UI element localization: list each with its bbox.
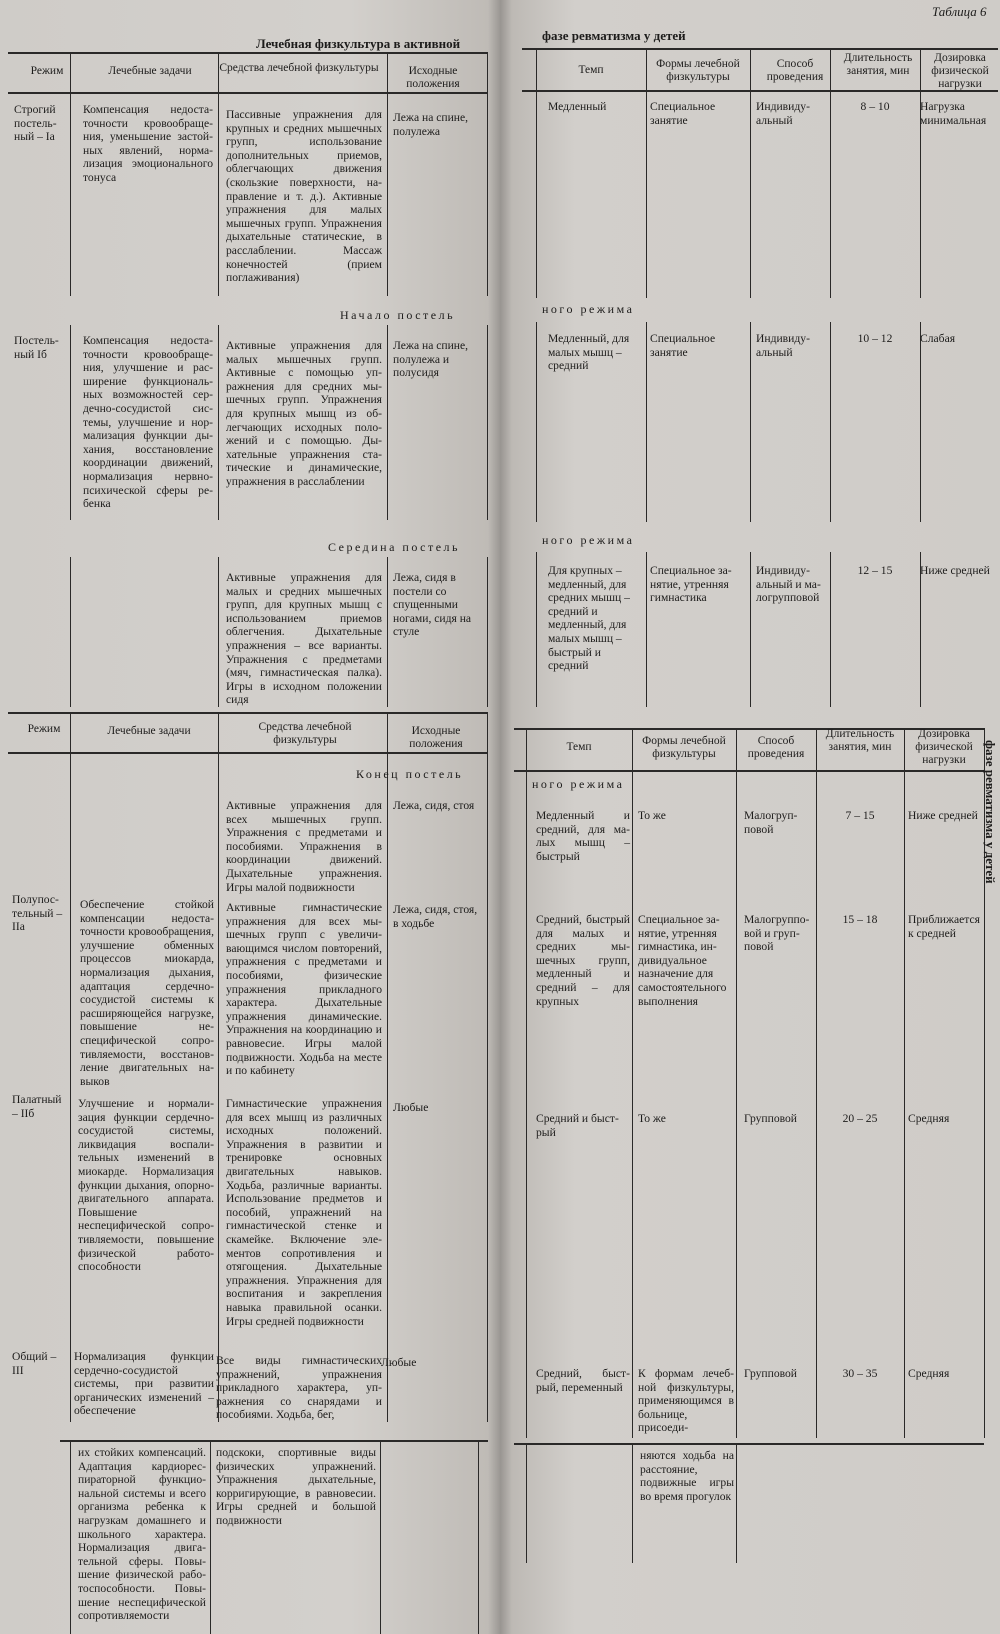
col-divider	[70, 325, 71, 520]
forms-bed-start: Специальное занятие	[650, 332, 716, 359]
header-bottom-line	[8, 92, 488, 94]
continuation-top-line	[514, 1443, 984, 1445]
duration-bed-middle: 12 – 15	[857, 564, 893, 577]
method-ward: Групповой	[744, 1112, 798, 1125]
means-strict: Пассивные упражнения для крупных и средних мышечных групп, использование дополнительных приемов, облегчающих движения (скользкие поверхности, направление и т. д.). Активные упражнения для малых мышечных групп. Упражнения дыхательные статические, в расслаблении. Массаж конечностей (прием поглаживания)	[226, 108, 382, 285]
duration-strict: 8 – 10	[860, 100, 890, 113]
section-start-left: Начало постель	[340, 308, 456, 322]
col-divider	[218, 325, 219, 520]
forms-general-cont: няются ходьба на расстояние, подвижные игры во время прогулок	[640, 1449, 734, 1503]
positions-general: Любые	[381, 1356, 417, 1369]
col-divider	[387, 557, 388, 707]
method-semi-bed: Малогрупповой и групповой	[744, 913, 810, 954]
tempo-semi-bed: Средний, быстрый для малых и средних мышечных групп, медленный и средний – для крупных	[536, 913, 630, 1008]
col-divider	[816, 728, 817, 1438]
tasks-strict: Компенсация недостаточности кровообращения, уменьшение застойных явлений, нормализация эмоционального тонуса	[83, 103, 213, 184]
forms-ward: То же	[638, 1112, 666, 1125]
col-divider	[646, 322, 647, 522]
means-semi-bed: Активные гимнастические упражнения для всех мышечных групп с увеличивающимся числом повторений, упражнения с предметами и пособиями, физические упражнения прикладного характера. Дыхательные упражнения динамические. Упражнения на координацию и равновесие. Игры малой подвижности. Ходьба на месте и по кабинету	[226, 901, 382, 1078]
tempo-ward: Средний и быстрый	[536, 1112, 619, 1139]
means-ward: Гимнастические упражнения для всех мышц из различных исходных положений. Упражнения в развитии и тренировке основных двигательных навыков. Ходьба, различные варианты. Использование предметов и пособий, упражнений на гимнастической стенке и скамейке. Включение элементов сопротивления и отягощения. Дыхательные упражнения. Упражнения для воспитания и закрепления навыка правильной осанки. Игры средней подвижности	[226, 1097, 382, 1328]
forms-semi-bed: Специальное занятие, утренняя гимнастика, индивидуальное назначение для самостоятельного выполнения	[638, 913, 727, 1008]
table-title-right: фазе ревматизма у детей	[542, 28, 686, 43]
duration-general: 30 – 35	[842, 1367, 878, 1380]
col-divider	[750, 552, 751, 707]
means-bed-end: Активные упражнения для всех мышечных групп. Упражнения с предметами и пособиями. Упражнения в координации движений. Дыхательные упражнения. Игры малой подвижности	[226, 799, 382, 894]
dosage-semi-bed: Приближается к средней	[908, 913, 980, 940]
col-divider	[218, 52, 219, 296]
header-top-line	[8, 52, 488, 54]
forms-strict: Специальное занятие	[650, 100, 716, 127]
col-divider	[536, 552, 537, 707]
col-divider	[526, 1443, 527, 1563]
duration-semi-bed: 15 – 18	[842, 913, 878, 926]
col-divider	[536, 48, 537, 298]
positions-bed-middle: Лежа, сидя в постели со спущенными ногами, сидя на стуле	[393, 571, 472, 639]
col-divider	[536, 322, 537, 522]
col-divider	[646, 48, 647, 298]
duration-ward: 20 – 25	[842, 1112, 878, 1125]
col-divider	[920, 322, 921, 522]
col-divider	[750, 48, 751, 298]
positions-semi-bed: Лежа, сидя, стоя, в ходьбе	[393, 903, 478, 930]
header-forms: Формы лечебной физкультуры	[656, 58, 740, 83]
header2-duration: Длительность занятия, мин	[825, 728, 895, 753]
header2-bottom-line	[8, 752, 488, 754]
col-divider	[632, 728, 633, 1438]
header-method: Способ проведения	[766, 58, 824, 83]
header2-means: Средства лечебной физкультуры	[258, 721, 352, 746]
header2-method: Способ проведения	[747, 735, 805, 760]
tasks-bed: Компенсация недостаточности кровообращения, улучшение и расширение функциональных возможностей сердечно-сосудистой системы, улучшение и нормализация функции дыхания, восстановление координации движений, нормализация нервнопсихической сферы ребенка	[83, 334, 213, 511]
header-duration: Длительность занятия, мин	[843, 52, 913, 77]
col-divider	[920, 48, 921, 298]
header-top-line	[522, 48, 998, 50]
forms-bed-end: То же	[638, 809, 666, 822]
col-divider	[70, 557, 71, 707]
header-dosage: Дозировка физической нагрузки	[931, 52, 989, 90]
tasks-ward: Улучшение и нормализация функции сердечно-сосудистой системы, ликвидация воспалительных изменений в миокарде. Нормализация функции дыхания, опорно-двигательного аппарата. Повышение неспецифической сопротивляемости, повышение физической работоспособности	[78, 1097, 214, 1274]
regime-bed: Постельный Iб	[14, 334, 59, 361]
col-divider	[526, 728, 527, 1438]
tempo-strict: Медленный	[548, 100, 607, 113]
col-divider	[646, 552, 647, 707]
tasks-semi-bed: Обеспечение стойкой компенсации недостаточности кровообращения, улучшение обменных процессов миокарда, нормализация дыхания, адаптация сердечно-сосудистой системы к расширяющейся нагрузке, повышение неспецифической сопротивляемости, восстановление двигательных навыков	[80, 898, 214, 1088]
method-strict: Индивидуальный	[756, 100, 810, 127]
col-divider	[70, 712, 71, 1422]
col-divider	[750, 322, 751, 522]
regime-semi-bed: Полупостельный – IIа	[12, 893, 63, 934]
header-means: Средства лечебной физкультуры	[219, 62, 379, 74]
header2-dosage: Дозировка физической нагрузки	[915, 728, 973, 766]
dosage-ward: Средняя	[908, 1112, 950, 1125]
tempo-bed-start: Медленный, для малых мышц – средний	[548, 332, 630, 373]
means-bed-middle: Активные упражнения для малых и средних мышечных групп, для крупных мышц с использованием приемов облегчения. Дыхательные упражнения – все варианты. Упражнения с предметами (мяч, гимнастическая палка). Игры в исходном положении сидя	[226, 571, 382, 707]
col-divider	[478, 1440, 479, 1634]
table-label: Таблица 6	[932, 4, 987, 19]
dosage-general: Средняя	[908, 1367, 950, 1380]
means-bed-start: Активные упражнения для малых мышечных групп. Активные с помощью упражнения для средних мышечных групп. Упражнения для крупных мышц из облегчающих исходных положений и с помощью. Дыхательные упражнения статические и динамические, упражнения в расслаблении	[226, 339, 382, 488]
right-page	[500, 0, 1000, 1634]
forms-general: К формам лечебной физкультуры, применяющимся в больнице, присоеди-	[638, 1367, 734, 1435]
header-tempo: Темп	[578, 64, 604, 76]
positions-ward: Любые	[393, 1101, 429, 1114]
tempo-bed-middle: Для крупных – медленный, для средних мышц – средний и медленный, для малых мышц – быстрый и средний	[548, 564, 630, 673]
means-general-cont: подскоки, спортивные виды физических упражнений. Упражнения дыхательные, корригирующие, в равновесии. Игры средней и большой подвижности	[216, 1446, 376, 1527]
method-bed-end: Малогрупповой	[744, 809, 798, 836]
col-divider	[736, 1443, 737, 1563]
col-divider	[380, 1440, 381, 1634]
duration-bed-end: 7 – 15	[845, 809, 875, 822]
section-start-right: ного режима	[542, 302, 635, 316]
col-divider	[830, 322, 831, 522]
method-bed-middle: Индивидуальный и малогрупповой	[756, 564, 821, 605]
col-divider	[632, 1443, 633, 1563]
section-middle-left: Середина постель	[328, 540, 460, 554]
header2-regime: Режим	[27, 723, 61, 735]
regime-general: Общий – III	[12, 1350, 57, 1377]
table-title-left: Лечебная физкультура в активной	[256, 36, 461, 51]
vertical-margin-text: фазе ревматизма у детей	[983, 740, 998, 884]
regime-ward: Палатный – IIб	[12, 1093, 62, 1120]
method-general: Групповой	[744, 1367, 798, 1380]
forms-bed-middle: Специальное занятие, утренняя гимнастика	[650, 564, 732, 605]
header2-tasks: Лечебные задачи	[107, 725, 191, 737]
col-divider	[387, 52, 388, 296]
duration-bed-start: 10 – 12	[857, 332, 893, 345]
continuation-top-line	[60, 1440, 488, 1442]
dosage-bed-start: Слабая	[920, 332, 956, 345]
col-divider	[70, 52, 71, 296]
regime-strict: Строгий постельный – Iа	[14, 103, 57, 144]
positions-bed-end: Лежа, сидя, стоя	[393, 799, 475, 812]
section-middle-right: ного режима	[542, 533, 635, 547]
col-divider	[904, 728, 905, 1438]
positions-bed-start: Лежа на спине, полулежа и полусидя	[393, 339, 469, 380]
method-bed-start: Индивидуальный	[756, 332, 810, 359]
dosage-bed-middle: Ниже средней	[920, 564, 990, 577]
header2-tempo: Темп	[566, 741, 592, 753]
positions-strict: Лежа на спине, полулежа	[393, 111, 469, 138]
col-divider	[218, 712, 219, 1422]
tempo-bed-end: Медленный и средний, для малых мышц – быстрый	[536, 809, 630, 863]
section-end-right: ного режима	[532, 777, 625, 791]
col-divider	[210, 1440, 211, 1634]
section-end-left: Конец постель	[356, 767, 464, 781]
header-bottom-line	[522, 90, 998, 92]
col-divider	[387, 325, 388, 520]
header2-positions: Исходные положения	[409, 725, 463, 750]
tasks-general: Нормализация функции сердечно-сосудистой системы, при развитии органических изменений – обеспечение	[74, 1350, 214, 1418]
col-divider	[830, 48, 831, 298]
header-tasks: Лечебные задачи	[108, 65, 192, 77]
col-divider	[736, 728, 737, 1438]
tasks-general-cont: их стойких компенсаций. Адаптация кардиореспираторной функциональной системы и всего организма ребенка к нагрузкам домашнего и школьного характера. Нормализация двигательной сферы. Повышение физической работоспособности. Повышение неспецифической сопротивляемости	[78, 1446, 206, 1623]
col-divider	[70, 1440, 71, 1634]
means-general: Все виды гимнастических упражнений, упражнения прикладного характера, упражнения со снарядами и пособиями. Ходьба, бег,	[216, 1354, 382, 1422]
col-divider	[387, 712, 388, 1422]
header2-top-line	[8, 712, 488, 714]
book-gutter	[488, 0, 512, 1634]
col-divider	[218, 557, 219, 707]
header-positions: Исходные положения	[406, 65, 460, 90]
tempo-general: Средний, быстрый, переменный	[536, 1367, 630, 1394]
header-regime: Режим	[30, 65, 64, 77]
dosage-bed-end: Ниже средней	[908, 809, 978, 822]
header2-bottom-line	[514, 770, 984, 772]
header2-forms: Формы лечебной физкультуры	[642, 735, 726, 760]
dosage-strict: Нагрузка минимальная	[920, 100, 987, 127]
